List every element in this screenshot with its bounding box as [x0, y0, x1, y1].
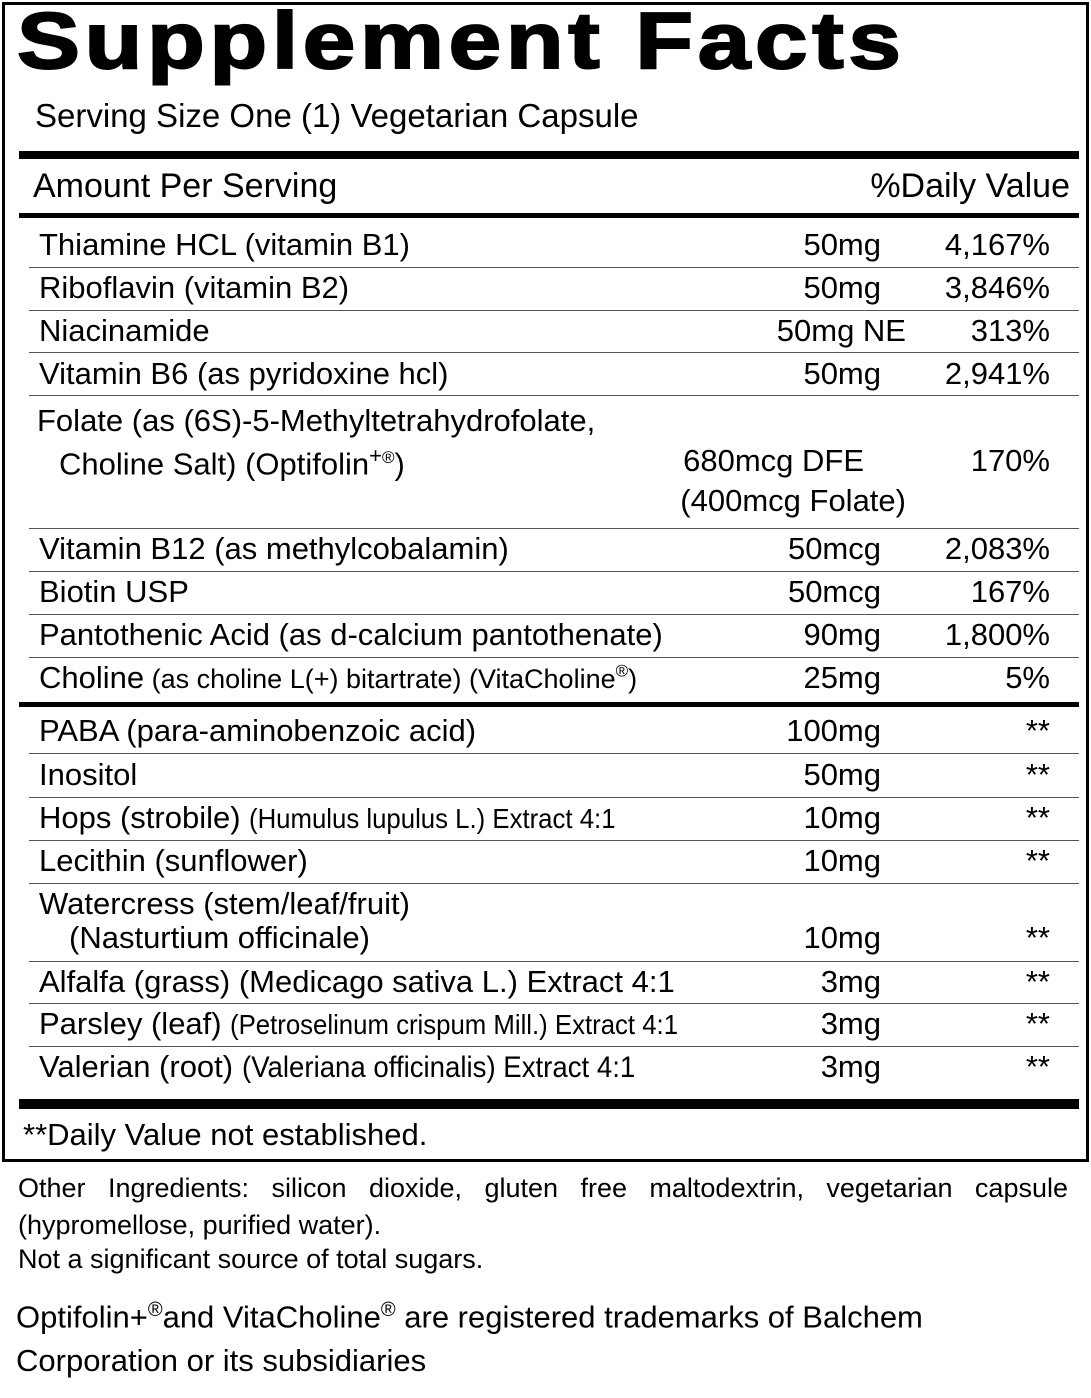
medium-divider-other — [19, 702, 1079, 707]
ingredient-amount: 3mg — [820, 964, 881, 999]
nutrient-amount-folate: (400mcg Folate) — [680, 483, 906, 518]
ingredient-name: Lecithin (sunflower) — [39, 843, 308, 878]
nutrient-amount: 50mg — [803, 227, 881, 262]
ingredient-daily-value: ** — [1025, 800, 1050, 835]
sugar-statement: Not a significant source of total sugars. — [18, 1244, 484, 1274]
row-divider — [29, 961, 1079, 962]
nutrient-name: Vitamin B6 (as pyridoxine hcl) — [39, 356, 449, 391]
ingredient-daily-value: ** — [1025, 843, 1050, 878]
row-divider — [29, 395, 1079, 396]
other-ingredients: Other Ingredients: silicon dioxide, gluten free maltodextrin, vegetarian capsule (hypromellose, purified water). — [18, 1173, 1068, 1240]
ingredient-daily-value: ** — [1025, 964, 1050, 999]
nutrient-name-line1: Folate (as (6S)-5-Methyltetrahydrofolate, — [37, 403, 596, 438]
nutrient-daily-value: 3,846% — [944, 270, 1050, 305]
trademark-statement: Optifolin+®and VitaCholine® are registered trademarks of Balchem Corporation or its subsidiaries — [16, 1299, 923, 1379]
thick-divider-top — [19, 151, 1079, 159]
nutrient-name: Riboflavin (vitamin B2) — [39, 270, 350, 305]
nutrient-amount: 50mg — [803, 356, 881, 391]
daily-value-header: %Daily Value — [870, 167, 1070, 205]
row-divider — [29, 571, 1079, 572]
nutrient-daily-value: 1,800% — [944, 617, 1050, 652]
registered-mark: ® — [380, 1299, 396, 1321]
medium-divider-header — [19, 213, 1079, 218]
ingredient-amount: 10mg — [803, 920, 881, 955]
ingredient-name-line2: (Nasturtium officinale) — [69, 920, 370, 955]
ingredient-amount: 3mg — [820, 1049, 881, 1084]
nutrient-name: Thiamine HCL (vitamin B1) — [39, 227, 410, 262]
ingredient-name: Alfalfa (grass) (Medicago sativa L.) Extract 4:1 — [39, 964, 675, 999]
ingredient-name: Hops (strobile) (Humulus lupulus L.) Extract 4:1 — [39, 800, 616, 835]
nutrient-daily-value: 2,083% — [944, 531, 1050, 566]
nutrient-name: Vitamin B12 (as methylcobalamin) — [39, 531, 509, 566]
row-divider — [29, 753, 1079, 754]
nutrient-amount: 50mg NE — [776, 313, 906, 348]
nutrient-name: Biotin USP — [39, 574, 189, 609]
ingredient-daily-value: ** — [1025, 713, 1050, 748]
registered-mark: ® — [147, 1299, 163, 1321]
row-divider — [29, 657, 1079, 658]
daily-value-footnote: **Daily Value not established. — [23, 1117, 428, 1152]
nutrient-name: Pantothenic Acid (as d-calcium pantothenate) — [39, 617, 663, 652]
ingredient-name: Parsley (leaf) (Petroselinum crispum Mill.) Extract 4:1 — [39, 1006, 679, 1041]
ingredient-amount: 100mg — [786, 713, 881, 748]
row-divider — [29, 797, 1079, 798]
nutrient-name: Choline (as choline L(+) bitartrate) (VitaCholine®) — [39, 660, 638, 695]
ingredient-amount: 10mg — [803, 843, 881, 878]
ingredient-daily-value: ** — [1025, 1006, 1050, 1041]
row-divider — [29, 267, 1079, 268]
ingredient-name: PABA (para-aminobenzoic acid) — [39, 713, 477, 748]
ingredient-name: Valerian (root) (Valeriana officinalis) Extract 4:1 — [39, 1049, 635, 1084]
row-divider — [29, 310, 1079, 311]
nutrient-daily-value: 2,941% — [944, 356, 1050, 391]
ingredient-daily-value: ** — [1025, 920, 1050, 955]
ingredient-name-line1: Watercress (stem/leaf/fruit) — [39, 886, 410, 921]
nutrient-amount: 50mg — [803, 270, 881, 305]
row-divider — [29, 883, 1079, 884]
row-divider — [29, 528, 1079, 529]
nutrient-amount: 680mcg DFE — [683, 443, 864, 478]
nutrient-amount: 50mcg — [787, 531, 881, 566]
thick-divider-bottom — [19, 1099, 1079, 1109]
nutrient-daily-value: 4,167% — [944, 227, 1050, 262]
ingredient-amount: 3mg — [820, 1006, 881, 1041]
nutrient-name-line2: Choline Salt) (Optifolin+®) — [59, 443, 405, 482]
serving-size: Serving Size One (1) Vegetarian Capsule — [35, 97, 639, 134]
nutrient-daily-value: 170% — [970, 443, 1050, 478]
row-divider — [29, 352, 1079, 353]
ingredient-daily-value: ** — [1025, 757, 1050, 792]
ingredient-daily-value: ** — [1025, 1049, 1050, 1084]
registered-mark: ® — [382, 448, 395, 467]
nutrient-amount: 90mg — [803, 617, 881, 652]
registered-mark: ® — [615, 661, 629, 681]
ingredient-amount: 50mg — [803, 757, 881, 792]
ingredient-amount: 10mg — [803, 800, 881, 835]
row-divider — [29, 1003, 1079, 1004]
row-divider — [29, 614, 1079, 615]
supplement-facts-panel — [2, 2, 1089, 1162]
nutrient-name: Niacinamide — [39, 313, 210, 348]
nutrient-daily-value: 167% — [970, 574, 1050, 609]
panel-title: Supplement Facts — [17, 0, 906, 85]
nutrient-amount: 25mg — [803, 660, 881, 695]
ingredient-name: Inositol — [39, 757, 138, 792]
ingredient-row-watercress — [5, 886, 1086, 961]
amount-per-serving-header: Amount Per Serving — [33, 167, 338, 205]
nutrient-daily-value: 313% — [970, 313, 1050, 348]
row-divider — [29, 1046, 1079, 1047]
nutrient-amount: 50mcg — [787, 574, 881, 609]
row-divider — [29, 840, 1079, 841]
nutrient-daily-value: 5% — [1005, 660, 1050, 695]
nutrient-row-folate — [5, 403, 1086, 528]
